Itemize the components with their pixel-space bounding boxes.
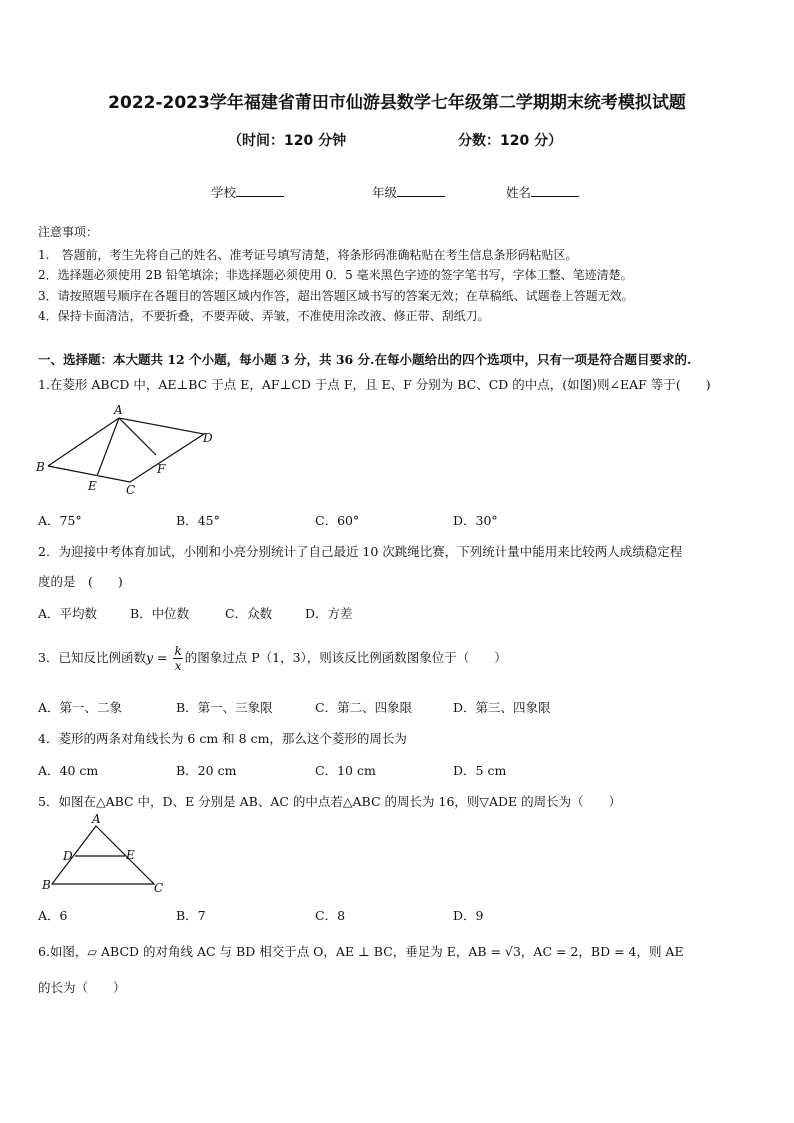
name-field[interactable]: [506, 183, 579, 201]
notes-heading: 注意事项：: [38, 225, 99, 239]
q2-text-line1: 2．为迎接中考体育加试，小刚和小亮分别统计了自己最近 10 次跳绳比赛，下列统计量中能用来比较两人成绩稳定程: [38, 544, 683, 559]
label-c: C: [154, 881, 164, 895]
q1-option-b[interactable]: B．45°: [176, 513, 220, 528]
q1-option-c[interactable]: C．60°: [315, 513, 360, 528]
q2-text-line2: 度的是 ( ): [38, 574, 123, 589]
q3-denominator: x: [174, 659, 182, 673]
q4-option-b[interactable]: B．20 cm: [176, 763, 237, 778]
q3-option-b[interactable]: B．第一、三象限: [176, 700, 273, 715]
q1-text: 1.在菱形 ABCD 中，AE⊥BC 于点 E，AF⊥CD 于点 F，且 E、F 分别为 BC、CD 的中点，(如图)则∠EAF 等于( ): [38, 377, 711, 392]
name-label: 姓名: [506, 185, 532, 200]
q3-option-d[interactable]: D．第三、四象限: [453, 700, 551, 715]
q3-text: [38, 638, 507, 678]
q1-option-d[interactable]: D．30°: [453, 513, 498, 528]
label-e: E: [126, 848, 135, 862]
label-a: A: [92, 812, 101, 826]
q2-option-b[interactable]: B．中位数: [130, 606, 190, 621]
q6-text-line1: 6.如图，▱ ABCD 的对角线 AC 与 BD 相交于点 O，AE ⊥ BC，垂足为 E，AB = √3，AC = 2，BD = 4，则 AE: [38, 944, 684, 959]
rhombus-outline: [48, 418, 204, 482]
note-item: 3．请按照题号顺序在各题目的答题区域内作答，超出答题区域书写的答案无效；在草稿纸、试题卷上答题无效。: [38, 289, 634, 303]
school-blank[interactable]: [236, 185, 284, 197]
label-c: C: [126, 483, 136, 497]
school-label: 学校: [211, 185, 237, 200]
q5-option-d[interactable]: D．9: [453, 908, 484, 923]
q6-text-line2: 的长为（ ）: [38, 980, 126, 995]
label-b: B: [36, 460, 45, 474]
label-d: D: [203, 431, 213, 445]
q4-option-d[interactable]: D．5 cm: [453, 763, 507, 778]
grade-blank[interactable]: [397, 185, 445, 197]
q4-option-a[interactable]: A．40 cm: [38, 763, 99, 778]
name-blank[interactable]: [531, 185, 579, 197]
q3-equals: =: [153, 650, 172, 665]
q1-option-a[interactable]: A．75°: [38, 513, 82, 528]
q5-option-a[interactable]: A．6: [38, 908, 68, 923]
q5-option-b[interactable]: B．7: [176, 908, 206, 923]
note-item: 4．保持卡面清洁，不要折叠，不要弄破、弄皱，不准使用涂改液、修正带、刮纸刀。: [38, 309, 490, 323]
q5-text: 5．如图在△ABC 中，D、E 分别是 AB、AC 的中点若△ABC 的周长为 16，则▽ADE 的周长为（ ）: [38, 794, 622, 809]
q3-fraction: [173, 644, 182, 673]
q3-prefix: 3．已知反比例函数: [38, 650, 146, 665]
segment-ae: [97, 418, 119, 476]
q3-y: y: [145, 650, 154, 665]
label-d: D: [63, 849, 73, 863]
note-item: 1. 答题前，考生先将自己的姓名、准考证号填写清楚，将条形码准确粘贴在考生信息条形码粘贴区。: [38, 248, 578, 262]
note-item: 2．选择题必须使用 2B 铅笔填涂；非选择题必须使用 0．5 毫米黑色字迹的签字笔书写，字体工整、笔迹清楚。: [38, 268, 633, 282]
rhombus-diagram: [30, 400, 230, 500]
triangle-diagram: [36, 812, 176, 898]
q4-text: 4．菱形的两条对角线长为 6 cm 和 8 cm，那么这个菱形的周长为: [38, 731, 407, 746]
q3-option-a[interactable]: A．第一、二象: [38, 700, 123, 715]
label-e: E: [88, 479, 97, 493]
label-b: B: [42, 878, 51, 892]
page-title: 2022-2023学年福建省莆田市仙游县数学七年级第二学期期末统考模拟试题: [108, 93, 686, 113]
exam-time: （时间：120 分钟: [228, 133, 347, 149]
school-field[interactable]: [211, 183, 284, 201]
q3-option-c[interactable]: C．第二、四象限: [315, 700, 413, 715]
exam-score: 分数：120 分）: [458, 133, 563, 149]
q3-numerator: k: [174, 644, 182, 658]
q3-suffix: 的图象过点 P（1，3），则该反比例函数图象位于（ ）: [184, 650, 507, 665]
label-f: F: [157, 462, 166, 476]
grade-field[interactable]: [372, 183, 445, 201]
section-heading: 一、选择题：本大题共 12 个小题，每小题 3 分，共 36 分.在每小题给出的四个选项中，只有一项是符合题目要求的.: [38, 352, 692, 367]
label-a: A: [114, 403, 123, 417]
q4-option-c[interactable]: C．10 cm: [315, 763, 376, 778]
q2-option-c[interactable]: C．众数: [225, 606, 273, 621]
q2-option-d[interactable]: D．方差: [305, 606, 353, 621]
grade-label: 年级: [372, 185, 398, 200]
q2-option-a[interactable]: A．平均数: [38, 606, 98, 621]
q5-option-c[interactable]: C．8: [315, 908, 346, 923]
